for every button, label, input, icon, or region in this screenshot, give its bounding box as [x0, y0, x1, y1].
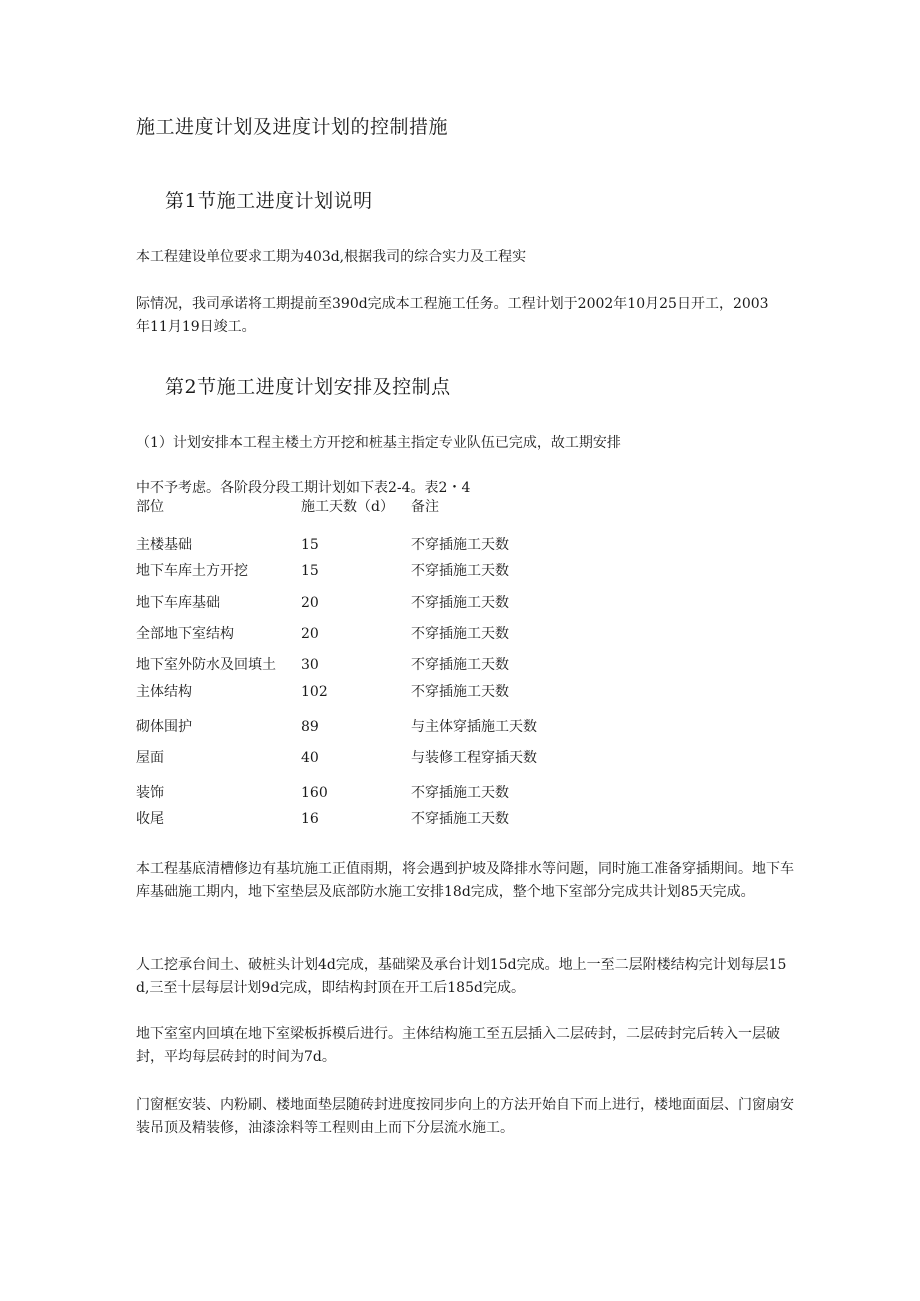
table-cell-part: 地下室外防水及回填土: [136, 657, 276, 673]
table-row: [136, 592, 796, 614]
table-cell-days: 15: [301, 563, 319, 579]
table-header-part: 部位: [136, 499, 164, 515]
paragraph-structure: 人工挖承台间土、破桩头计划4d完成，基础梁及承台计划15d完成。地上一至二层附楼结构完计划每层15d,三至十层每层计划9d完成，即结构封顶在开工后185d完成。: [136, 957, 787, 996]
table-cell-part: 全部地下室结构: [136, 626, 234, 642]
table-cell-note: 与装修工程穿插天数: [411, 750, 537, 766]
table-row: [136, 623, 796, 645]
section1-line3: 年11月19日竣工。: [136, 319, 256, 335]
table-header-note: 备注: [411, 499, 439, 515]
table-cell-note: 不穿插施工天数: [411, 811, 509, 827]
table-cell-note: 不穿插施工天数: [411, 595, 509, 611]
section2-line1: （1）计划安排本工程主楼土方开挖和桩基主指定专业队伍已完成，故工期安排: [136, 435, 621, 451]
paragraph-foundation: 本工程基底清槽修边有基坑施工正值雨期，将会遇到护坡及降排水等问题，同时施工准备穿插期间。地下车库基础施工期内，地下室垫层及底部防水施工安排18d完成，整个地下室部分完成共计划85天完成。: [136, 861, 794, 900]
table-cell-days: 102: [301, 684, 328, 700]
table-cell-days: 89: [301, 719, 319, 735]
table-cell-part: 地下车库基础: [136, 595, 220, 611]
section1-line1: 本工程建设单位要求工期为403d,根据我司的综合实力及工程实: [136, 249, 527, 265]
paragraph-finishing: 门窗框安装、内粉刷、楼地面垫层随砖封进度按同步向上的方法开始自下而上进行，楼地面面层、门窗扇安装吊顶及精装修，油漆涂料等工程则由上而下分层流水施工。: [136, 1097, 794, 1136]
table-row: [136, 716, 796, 738]
table-row: [136, 747, 796, 769]
table-row: [136, 808, 796, 830]
table-row: [136, 560, 796, 582]
table-cell-note: 不穿插施工天数: [411, 563, 509, 579]
table-cell-part: 主体结构: [136, 684, 192, 700]
table-cell-note: 不穿插施工天数: [411, 657, 509, 673]
section2-heading: 第2节施工进度计划安排及控制点: [165, 376, 451, 398]
table-cell-days: 160: [301, 785, 328, 801]
table-cell-days: 15: [301, 537, 319, 553]
table-cell-part: 收尾: [136, 811, 164, 827]
table-header-days: 施工天数（d）: [301, 499, 394, 515]
table-row: [136, 534, 796, 556]
table-cell-days: 40: [301, 750, 319, 766]
table-row: [136, 654, 796, 676]
section2-line2: 中不予考虑。各阶段分段工期计划如下表2-4。表2・4: [136, 480, 471, 496]
table-header-row: [136, 496, 796, 518]
table-cell-days: 20: [301, 626, 319, 642]
section1-heading: 第1节施工进度计划说明: [165, 190, 373, 212]
paragraph-backfill: 地下室室内回填在地下室梁板拆模后进行。主体结构施工至五层插入二层砖封，二层砖封完后转入一层破封，平均每层砖封的时间为7d。: [136, 1026, 780, 1065]
table-cell-note: 不穿插施工天数: [411, 684, 509, 700]
table-cell-note: 与主体穿插施工天数: [411, 719, 537, 735]
table-cell-note: 不穿插施工天数: [411, 785, 509, 801]
table-cell-days: 16: [301, 811, 319, 827]
table-row: [136, 782, 796, 804]
table-cell-part: 地下车库土方开挖: [136, 563, 248, 579]
document-title: 施工进度计划及进度计划的控制措施: [136, 116, 449, 138]
table-row: [136, 681, 796, 703]
table-cell-part: 装饰: [136, 785, 164, 801]
table-cell-note: 不穿插施工天数: [411, 537, 509, 553]
section1-line2: 际情况，我司承诺将工期提前至390d完成本工程施工任务。工程计划于2002年10月25日开工，2003: [136, 296, 769, 312]
table-cell-part: 屋面: [136, 750, 164, 766]
table-cell-days: 30: [301, 657, 319, 673]
table-cell-part: 主楼基础: [136, 537, 192, 553]
table-cell-part: 砌体围护: [136, 719, 192, 735]
table-cell-note: 不穿插施工天数: [411, 626, 509, 642]
table-cell-days: 20: [301, 595, 319, 611]
